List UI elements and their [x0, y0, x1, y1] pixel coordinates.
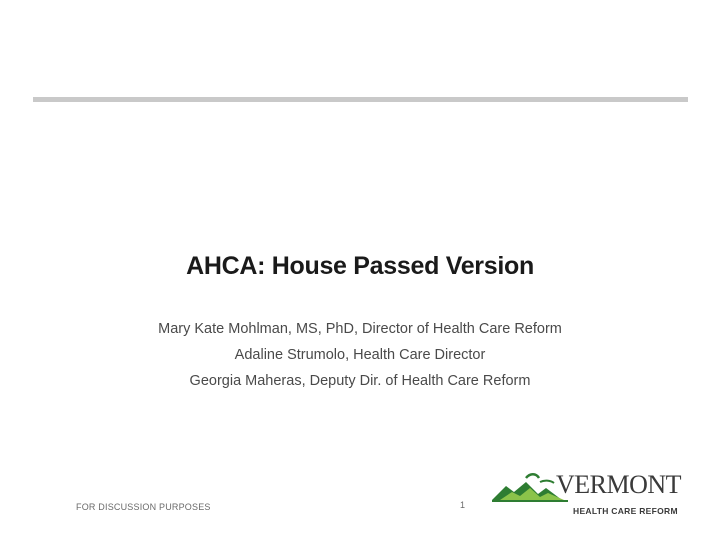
presenter-list	[0, 316, 720, 394]
presenter-line: Mary Kate Mohlman, MS, PhD, Director of Health Care Reform	[158, 321, 562, 337]
page-number: 1	[460, 500, 466, 510]
presenter-line: Adaline Strumolo, Health Care Director	[234, 347, 486, 363]
logo-wordmark: VERMONT	[556, 470, 682, 499]
slide-title: AHCA: House Passed Version	[186, 252, 534, 280]
vermont-logo	[492, 470, 684, 520]
top-divider-rule	[33, 97, 688, 102]
logo-tagline: HEALTH CARE REFORM	[573, 506, 678, 516]
footer-label: FOR DISCUSSION PURPOSES	[76, 502, 211, 512]
presenter-line: Georgia Maheras, Deputy Dir. of Health Care Reform	[189, 373, 531, 389]
